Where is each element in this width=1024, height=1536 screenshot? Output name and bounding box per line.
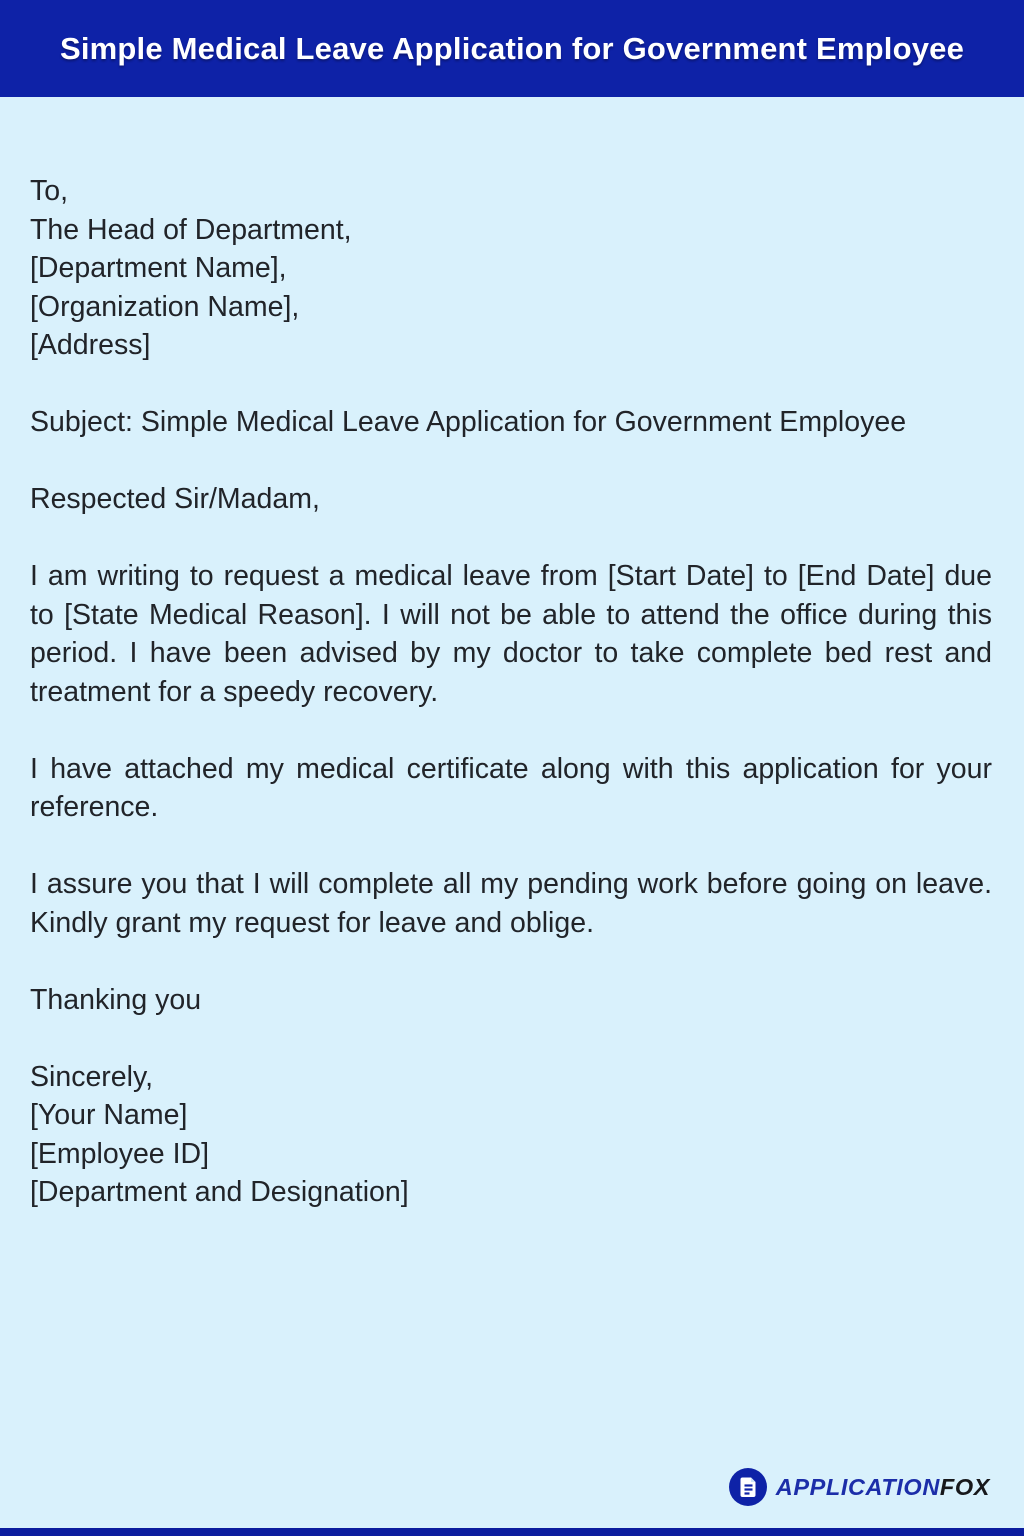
subject-line: Subject: Simple Medical Leave Application for Government Employee xyxy=(30,406,907,438)
bottom-bar xyxy=(0,1528,1024,1536)
brand-name-primary: APPLICATION xyxy=(775,1473,940,1500)
body-paragraph: I am writing to request a medical leave from [Start Date] to [End Date] due to [State Medical Reason]. I will not be able to attend the office during this period. I have been advised by my doctor to take complete bed rest and treatment for a speedy recovery. xyxy=(30,560,992,708)
recipient-block xyxy=(30,172,992,365)
body-paragraph: I assure you that I will complete all my pending work before going on leave. Kindly grant my request for leave and oblige. xyxy=(30,868,992,939)
document-title: Simple Medical Leave Application for Government Employee xyxy=(59,30,965,66)
recipient-line: [Department Name], xyxy=(30,252,287,284)
brand-name-secondary: FOX xyxy=(939,1473,990,1500)
signature-line: [Your Name] xyxy=(30,1099,188,1131)
body-paragraph: I have attached my medical certificate along with this application for your reference. xyxy=(30,752,992,823)
recipient-line: The Head of Department, xyxy=(30,213,352,246)
signature-block xyxy=(30,1058,992,1212)
signature-line: Sincerely, xyxy=(30,1060,154,1093)
document-icon xyxy=(729,1468,767,1506)
salutation: Respected Sir/Madam, xyxy=(30,483,320,515)
applicationfox-logo xyxy=(729,1468,990,1506)
recipient-line: [Organization Name], xyxy=(30,290,300,323)
brand-wordmark xyxy=(776,1474,990,1501)
recipient-line: To, xyxy=(30,175,69,207)
closing-line: Thanking you xyxy=(30,983,202,1016)
recipient-line: [Address] xyxy=(30,329,151,361)
signature-line: [Employee ID] xyxy=(30,1137,209,1170)
document-header xyxy=(0,0,1024,97)
signature-line: [Department and Designation] xyxy=(30,1176,409,1208)
letter-body xyxy=(30,172,992,1212)
